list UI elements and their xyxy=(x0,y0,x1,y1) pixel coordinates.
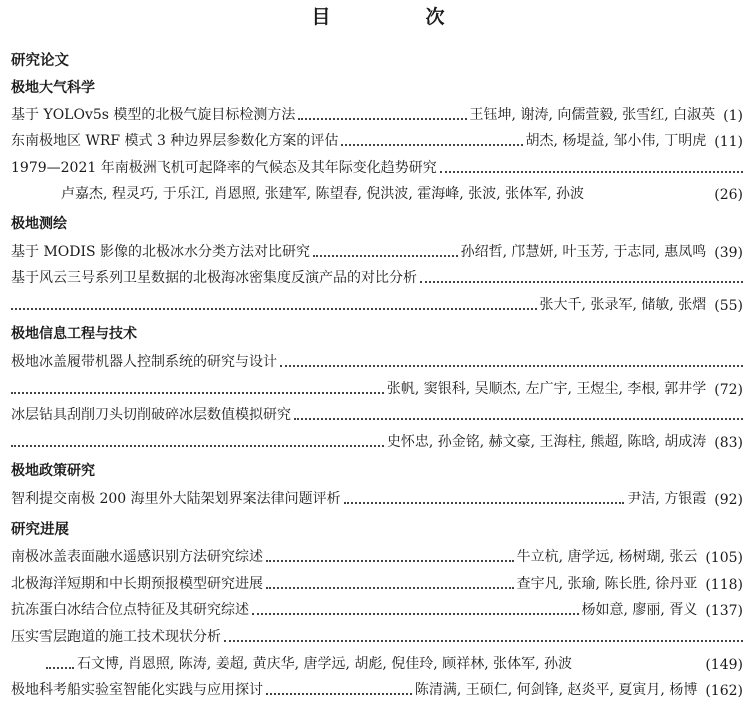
leader-dots xyxy=(294,417,743,420)
entry-page: (1) xyxy=(723,108,743,124)
entry-title: 抗冻蛋白冰结合位点特征及其研究综述 xyxy=(11,602,249,618)
entry-page: (118) xyxy=(705,577,743,593)
leader-dots xyxy=(266,586,514,589)
leader-dots xyxy=(420,280,743,283)
entry-title: 智利提交南极 200 海里外大陆架划界案法律问题评析 xyxy=(11,491,341,507)
entry-title: 极地科考船实验室智能化实践与应用探讨 xyxy=(11,682,263,698)
entry-page: (105) xyxy=(705,550,743,566)
entry-page: (162) xyxy=(705,683,743,699)
toc-entry[interactable] xyxy=(11,403,743,424)
entry-title: 冰层钻具刮削刀头切削破碎冰层数值模拟研究 xyxy=(11,407,291,423)
entry-title: 基于 MODIS 影像的北极冰水分类方法对比研究 xyxy=(11,244,311,260)
leader-dots xyxy=(298,117,466,120)
leader-dots xyxy=(440,170,743,173)
leader-dots xyxy=(341,143,522,146)
subsection-heading-polar-atmosphere: 极地大气科学 xyxy=(11,80,95,96)
leader-dots xyxy=(252,612,579,615)
subsection-heading-polar-info-engineering: 极地信息工程与技术 xyxy=(11,326,137,342)
entry-page: (83) xyxy=(714,435,743,451)
entry-title: 东南极地区 WRF 模式 3 种边界层参数化方案的评估 xyxy=(11,133,339,149)
toc-entry[interactable] xyxy=(11,545,743,566)
toc-entry[interactable] xyxy=(11,129,743,150)
leader-dots xyxy=(344,501,625,504)
entry-page: (72) xyxy=(714,382,743,398)
entry-page: (26) xyxy=(714,187,743,203)
entry-authors: 牛立杭, 唐学远, 杨树瑚, 张云 xyxy=(516,549,698,565)
entry-page: (137) xyxy=(705,603,743,619)
page-title: 目 次 xyxy=(311,6,483,28)
toc-entry[interactable] xyxy=(11,678,743,699)
entry-title: 压实雪层跑道的施工技术现状分析 xyxy=(11,629,221,645)
entry-authors: 张大千, 张录军, 储敏, 张熠 xyxy=(539,297,707,313)
section-heading-research-progress: 研究进展 xyxy=(11,522,69,538)
entry-page: (55) xyxy=(714,298,743,314)
leader-dots xyxy=(11,307,537,310)
leader-dots xyxy=(11,444,384,447)
entry-authors: 孙绍哲, 邝慧妍, 叶玉芳, 于志同, 惠凤鸣 xyxy=(460,244,707,260)
toc-entry[interactable] xyxy=(11,598,743,619)
entry-page: (11) xyxy=(714,134,743,150)
entry-authors: 尹洁, 方银霞 xyxy=(627,491,707,507)
toc-entry[interactable] xyxy=(11,156,743,177)
entry-authors: 查宇凡, 张瑜, 陈长胜, 徐丹亚 xyxy=(516,576,698,592)
entry-page: (92) xyxy=(714,492,743,508)
toc-entry[interactable] xyxy=(11,240,743,261)
entry-title: 基于 YOLOv5s 模型的北极气旋目标检测方法 xyxy=(11,107,296,123)
entry-title: 基于风云三号系列卫星数据的北极海冰密集度反演产品的对比分析 xyxy=(11,270,417,286)
toc-entry[interactable] xyxy=(11,625,743,646)
entry-title: 北极海洋短期和中长期预报模型研究进展 xyxy=(11,576,263,592)
toc-entry-continuation xyxy=(11,293,743,314)
toc-entry-continuation xyxy=(46,652,743,673)
toc-entry-continuation xyxy=(11,430,743,451)
subsection-heading-polar-surveying: 极地测绘 xyxy=(11,216,67,232)
toc-entry[interactable] xyxy=(11,350,743,371)
leader-dots xyxy=(313,254,458,257)
leader-dots xyxy=(11,391,384,394)
leader-dots xyxy=(46,666,74,669)
toc-entry[interactable] xyxy=(11,266,743,287)
entry-authors: 史怀忠, 孙金铭, 赫文豪, 王海柱, 熊超, 陈晗, 胡成涛 xyxy=(386,434,707,450)
leader-dots xyxy=(280,364,743,367)
toc-entry[interactable] xyxy=(11,572,743,593)
entry-authors: 王钰坤, 谢涛, 向儒萱毅, 张雪红, 白淑英 xyxy=(469,107,716,123)
leader-dots xyxy=(266,692,412,695)
toc-entry-continuation xyxy=(11,377,743,398)
subsection-heading-polar-policy: 极地政策研究 xyxy=(11,463,95,479)
entry-page: (149) xyxy=(705,657,743,673)
toc-entry-continuation xyxy=(61,182,743,203)
entry-authors: 石文博, 肖恩照, 陈涛, 姜超, 黄庆华, 唐学远, 胡彪, 倪佳玲, 顾祥林, 张体军, 孙波 xyxy=(77,656,573,672)
leader-dots xyxy=(224,639,743,642)
entry-authors: 陈清满, 王硕仁, 何剑锋, 赵炎平, 夏寅月, 杨博 xyxy=(414,682,698,698)
entry-title: 1979—2021 年南极洲飞机可起降率的气候态及其年际变化趋势研究 xyxy=(11,160,437,176)
section-heading-research-papers: 研究论文 xyxy=(11,53,69,69)
toc-entry[interactable] xyxy=(11,103,743,124)
entry-title: 极地冰盖履带机器人控制系统的研究与设计 xyxy=(11,354,277,370)
leader-dots xyxy=(266,559,514,562)
entry-authors: 卢嘉杰, 程灵巧, 于乐江, 肖恩照, 张建军, 陈望春, 倪洪波, 霍海峰, 张波, 张体军, 孙波 xyxy=(61,186,585,202)
entry-authors: 杨如意, 廖丽, 胥义 xyxy=(581,602,698,618)
entry-authors: 张帆, 窦银科, 吴顺杰, 左广宇, 王煜尘, 李根, 郭井学 xyxy=(386,381,707,397)
entry-authors: 胡杰, 杨堤益, 邹小伟, 丁明虎 xyxy=(525,133,707,149)
toc-entry[interactable] xyxy=(11,487,743,508)
entry-title: 南极冰盖表面融水遥感识别方法研究综述 xyxy=(11,549,263,565)
entry-page: (39) xyxy=(714,245,743,261)
